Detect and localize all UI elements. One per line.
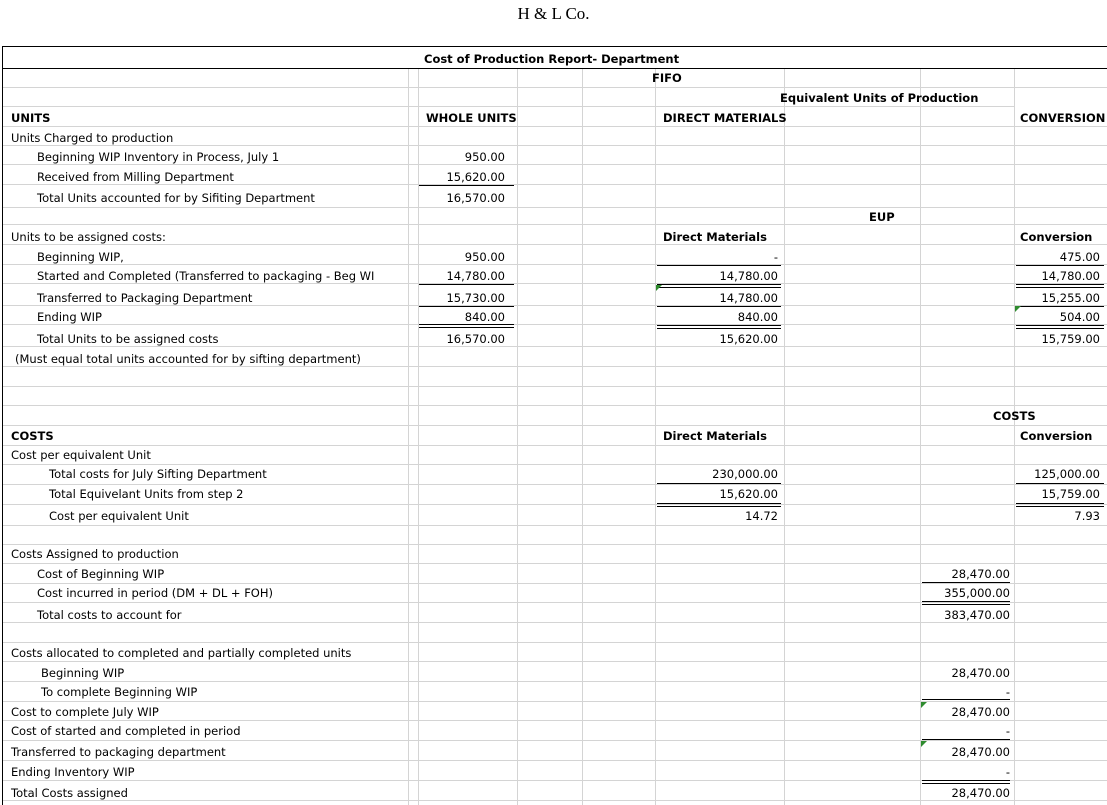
cost-row-conv: 7.93: [1074, 509, 1100, 523]
eup-label: EUP: [869, 210, 895, 224]
grid-row-line: [3, 405, 1107, 406]
report-title: Cost of Production Report- Department: [424, 52, 680, 66]
grid-row-line: [3, 264, 1107, 265]
underline: [922, 739, 1010, 740]
assign-row-dm: -: [773, 250, 778, 264]
received-value: 15,620.00: [446, 170, 505, 184]
grid-row-line: [3, 126, 1107, 127]
assigned-row-label: Cost of Beginning WIP: [37, 567, 165, 581]
method-label: FIFO: [652, 71, 682, 85]
cost-row-dm: 14.72: [745, 509, 778, 523]
assign-row-label: Ending WIP: [37, 310, 102, 324]
assign-row-conv: 475.00: [1059, 250, 1100, 264]
allocated-row-label: Cost to complete July WIP: [11, 705, 159, 719]
grid-row-line: [3, 386, 1107, 387]
grid-col-line: [418, 68, 419, 805]
underline: [419, 327, 514, 328]
underline: [922, 582, 1010, 583]
grid-row-line: [3, 484, 1107, 485]
underline: [657, 287, 781, 288]
cell-marker: [921, 702, 927, 708]
grid-row-line: [3, 244, 1107, 245]
underline: [657, 325, 781, 326]
units-charged-label: Units Charged to production: [11, 131, 174, 145]
assign-row-whole: 16,570.00: [446, 332, 505, 346]
underline: [419, 306, 514, 307]
assign-row-dm: 15,620.00: [719, 332, 778, 346]
allocated-row-label: Cost of started and completed in period: [11, 724, 241, 738]
underline: [922, 783, 1010, 784]
underline: [1016, 328, 1104, 329]
cost-row-conv: 125,000.00: [1034, 467, 1100, 481]
assign-row-whole: 840.00: [464, 310, 505, 324]
cost-row-label: Total costs for July Sifting Department: [49, 467, 267, 481]
total-accounted-label: Total Units accounted for by Sifiting Department: [37, 191, 315, 205]
assign-row-label: Started and Completed (Transferred to packaging - Beg WI: [37, 269, 375, 283]
cell-marker: [656, 285, 662, 291]
underline: [657, 284, 781, 285]
cost-row-label: Cost per equivalent Unit: [49, 509, 189, 523]
costs-header: COSTS: [993, 409, 1036, 423]
assigned-row-value: 383,470.00: [944, 608, 1010, 622]
allocated-row-label: Total Costs assigned: [11, 786, 128, 800]
underline: [419, 284, 514, 285]
grid-row-line: [3, 445, 1107, 446]
allocated-row-value: 28,470.00: [951, 745, 1010, 759]
grid-col-line: [920, 68, 921, 805]
assign-row-conv: 14,780.00: [1041, 269, 1100, 283]
assign-row-conv: 504.00: [1059, 310, 1100, 324]
allocated-heading: Costs allocated to completed and partially completed units: [11, 646, 352, 660]
grid-row-line: [3, 366, 1107, 367]
assigned-row-label: Total costs to account for: [37, 608, 182, 622]
underline: [1016, 483, 1104, 484]
assigned-heading: Costs Assigned to production: [11, 547, 179, 561]
assign-row-whole: 15,730.00: [446, 291, 505, 305]
direct-materials-header: DIRECT MATERIALS: [663, 111, 787, 125]
beginning-wip-label: Beginning WIP Inventory in Process, July 1: [37, 150, 280, 164]
assign-row-whole: 14,780.00: [446, 269, 505, 283]
grid-col-line: [655, 68, 656, 805]
underline: [922, 780, 1010, 781]
assign-row-conv: 15,255.00: [1041, 291, 1100, 305]
underline: [657, 265, 781, 266]
allocated-row-value: 28,470.00: [951, 705, 1010, 719]
units-assign-heading: Units to be assigned costs:: [11, 230, 166, 244]
underline: [419, 185, 514, 186]
grid-row-line: [3, 184, 1107, 185]
underline: [1016, 325, 1104, 326]
eup-header: Equivalent Units of Production: [780, 91, 979, 105]
grid-row-line: [3, 701, 1107, 702]
conversion-header: CONVERSION: [1020, 111, 1106, 125]
grid-row-line: [3, 504, 1107, 505]
underline: [1016, 503, 1104, 504]
grid-row-line: [3, 661, 1107, 662]
underline: [922, 601, 1010, 602]
allocated-row-label: Ending Inventory WIP: [11, 765, 135, 779]
whole-units-header: WHOLE UNITS: [426, 111, 517, 125]
grid-row-line: [3, 525, 1107, 526]
grid-row-line: [3, 681, 1107, 682]
allocated-row-value: -: [1005, 724, 1010, 738]
assign-conv-header: Conversion: [1020, 230, 1093, 244]
costs-conv-header: Conversion: [1020, 429, 1093, 443]
costs-heading: COSTS: [11, 429, 54, 443]
grid-row-line: [3, 164, 1107, 165]
allocated-row-label: To complete Beginning WIP: [41, 685, 198, 699]
underline: [419, 324, 514, 325]
grid-col-line: [582, 68, 583, 805]
grid-col-line: [408, 68, 409, 805]
cell-marker: [921, 741, 927, 747]
spreadsheet: [2, 46, 1107, 805]
underline: [657, 503, 781, 504]
assigned-row-value: 28,470.00: [951, 567, 1010, 581]
grid-row-line: [3, 305, 1107, 306]
grid-col-line: [517, 68, 518, 805]
costs-dm-header: Direct Materials: [663, 429, 767, 443]
grid-row-line: [3, 740, 1107, 741]
assign-row-whole: 950.00: [464, 250, 505, 264]
grid-row-line: [3, 622, 1107, 623]
grid-row-line: [3, 760, 1107, 761]
cost-row-label: Total Equivelant Units from step 2: [49, 487, 244, 501]
allocated-row-value: 28,470.00: [951, 786, 1010, 800]
assign-row-label: Beginning WIP,: [37, 250, 124, 264]
units-heading: UNITS: [11, 111, 51, 125]
grid-row-line: [3, 425, 1107, 426]
assign-dm-header: Direct Materials: [663, 230, 767, 244]
underline: [1016, 306, 1104, 307]
assigned-row-label: Cost incurred in period (DM + DL + FOH): [37, 586, 273, 600]
grid-row-line: [3, 145, 1107, 146]
cost-row-conv: 15,759.00: [1041, 487, 1100, 501]
grid-col-line: [1014, 68, 1015, 805]
underline: [1016, 265, 1104, 266]
allocated-row-value: -: [1005, 685, 1010, 699]
underline: [657, 483, 781, 484]
grid-row-line: [3, 224, 1107, 225]
grid-row-line: [3, 207, 1107, 208]
underline: [1016, 284, 1104, 285]
grid-row-line: [3, 87, 1107, 88]
received-label: Received from Milling Department: [37, 170, 234, 184]
cell-marker: [1015, 306, 1021, 312]
underline: [922, 604, 1010, 605]
assign-row-label: Total Units to be assigned costs: [37, 332, 219, 346]
grid-row-line: [3, 602, 1107, 603]
underline: [657, 306, 781, 307]
grid-row-line: [3, 283, 1107, 284]
beginning-wip-value: 950.00: [464, 150, 505, 164]
cost-row-dm: 230,000.00: [712, 467, 778, 481]
underline: [922, 699, 1010, 700]
allocated-row-label: Transferred to packaging department: [11, 745, 226, 759]
grid-col-line: [784, 68, 785, 805]
grid-row-line: [3, 583, 1107, 584]
grid-row-line: [3, 464, 1107, 465]
grid-row-line: [3, 563, 1107, 564]
grid-row-line: [3, 800, 1107, 801]
merged-cell-mask: [1015, 106, 1107, 107]
grid-row-line: [3, 346, 1107, 347]
grid-row-line: [3, 68, 1107, 69]
grid-row-line: [3, 720, 1107, 721]
total-accounted-value: 16,570.00: [446, 191, 505, 205]
grid-row-line: [3, 544, 1107, 545]
allocated-row-value: -: [1005, 765, 1010, 779]
assigned-row-value: 355,000.00: [944, 586, 1010, 600]
underline: [657, 328, 781, 329]
underline: [657, 506, 781, 507]
assign-row-dm: 14,780.00: [719, 269, 778, 283]
cost-per-unit-label: Cost per equivalent Unit: [11, 448, 151, 462]
allocated-row-label: Beginning WIP: [41, 666, 125, 680]
assign-note: (Must equal total units accounted for by sifting department): [15, 352, 361, 366]
company-name: H & L Co.: [517, 4, 590, 23]
assign-row-label: Transferred to Packaging Department: [37, 291, 253, 305]
allocated-row-value: 28,470.00: [951, 666, 1010, 680]
underline: [1016, 506, 1104, 507]
cost-row-dm: 15,620.00: [719, 487, 778, 501]
assign-row-dm: 840.00: [737, 310, 778, 324]
grid-row-line: [3, 642, 1107, 643]
assign-row-conv: 15,759.00: [1041, 332, 1100, 346]
assign-row-dm: 14,780.00: [719, 291, 778, 305]
underline: [1016, 287, 1104, 288]
grid-row-line: [3, 106, 1107, 107]
grid-row-line: [3, 324, 1107, 325]
